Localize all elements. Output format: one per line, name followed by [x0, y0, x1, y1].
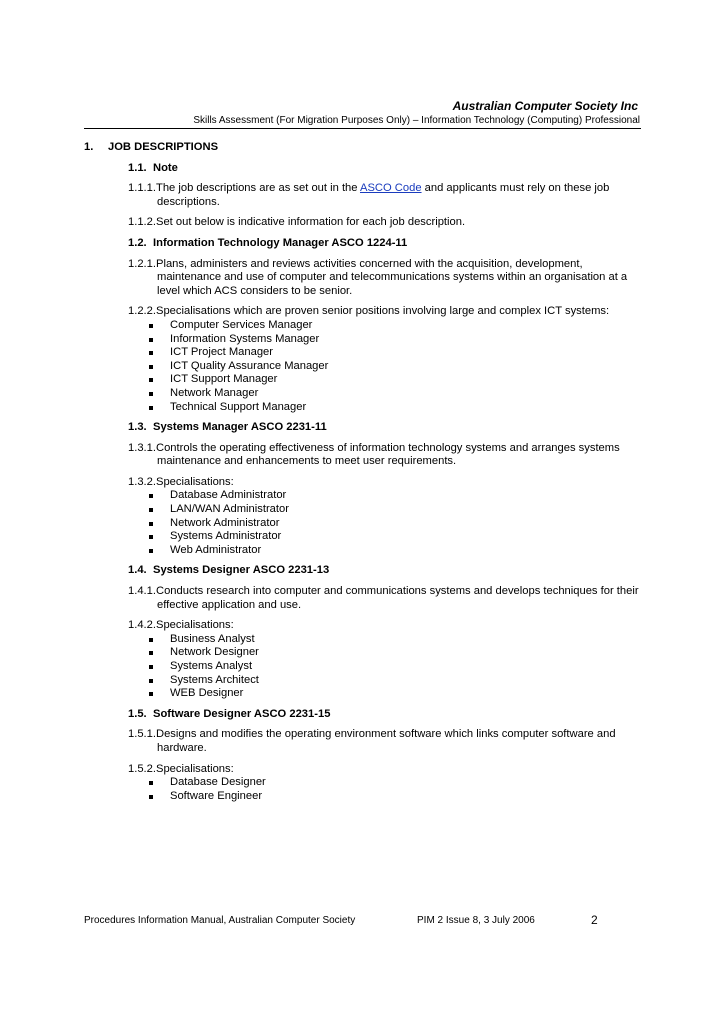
subsection-number: 1.2. — [128, 236, 147, 249]
bullet-icon — [149, 351, 153, 355]
section-heading — [84, 141, 644, 155]
list-item — [84, 646, 644, 660]
paragraph-text: Specialisations: — [156, 475, 234, 488]
bullet-icon — [149, 378, 153, 382]
bullet-icon — [149, 679, 153, 683]
paragraph-number: 1.1.1. — [128, 182, 156, 195]
list-item-label: Database Administrator — [170, 489, 287, 502]
list-item-label: Network Administrator — [170, 516, 280, 529]
list-item — [84, 687, 644, 701]
paragraph-text: Plans, administers and reviews activities concerned with the acquisition, development, maintenance and use of computer and telecommunications systems within an organisation at a level which ACS considers to be senior. — [156, 257, 628, 297]
list-item-label: Information Systems Manager — [170, 332, 320, 345]
list-item — [84, 373, 644, 387]
paragraph-1-2-1 — [128, 258, 644, 299]
bullet-icon — [149, 338, 153, 342]
list-item — [84, 489, 644, 503]
paragraph-1-1-2 — [128, 216, 644, 230]
list-item — [84, 387, 644, 401]
bullet-icon — [149, 651, 153, 655]
specialisation-list-systems-manager — [84, 489, 644, 557]
paragraph-1-1-1 — [128, 182, 644, 209]
list-item-label: Business Analyst — [170, 632, 255, 645]
paragraph-1-5-2 — [128, 763, 644, 777]
paragraph-number: 1.2.2. — [128, 305, 156, 318]
list-item — [84, 346, 644, 360]
list-item — [84, 660, 644, 674]
specialisation-list-systems-designer — [84, 633, 644, 701]
header-subtitle: Skills Assessment (For Migration Purposes Only) – Information Technology (Computing) Professional — [193, 115, 640, 126]
subsection-title: Systems Designer ASCO 2231-13 — [153, 564, 330, 577]
list-item — [84, 633, 644, 647]
list-item — [84, 517, 644, 531]
paragraph-1-5-1 — [128, 728, 644, 755]
list-item-label: Web Administrator — [170, 543, 262, 556]
subsection-title: Systems Manager ASCO 2231-11 — [153, 421, 327, 434]
specialisation-list-software-designer — [84, 776, 644, 803]
bullet-icon — [149, 781, 153, 785]
subsection-title: Software Designer ASCO 2231-15 — [153, 707, 331, 720]
paragraph-text: Specialisations: — [156, 619, 234, 632]
list-item-label: Systems Administrator — [170, 530, 282, 543]
list-item-label: ICT Quality Assurance Manager — [170, 359, 329, 372]
bullet-icon — [149, 365, 153, 369]
list-item-label: Systems Architect — [170, 673, 259, 686]
bullet-icon — [149, 665, 153, 669]
list-item — [84, 319, 644, 333]
bullet-icon — [149, 638, 153, 642]
list-item — [84, 530, 644, 544]
list-item — [84, 790, 644, 804]
list-item — [84, 333, 644, 347]
paragraph-text: Designs and modifies the operating environment software which links computer software and hardware. — [156, 728, 616, 754]
bullet-icon — [149, 795, 153, 799]
paragraph-text: Set out below is indicative information for each job description. — [156, 216, 466, 229]
list-item — [84, 401, 644, 415]
subsection-heading-systems-manager — [128, 421, 644, 435]
bullet-icon — [149, 392, 153, 396]
section-number: 1. — [84, 141, 94, 153]
paragraph-text: Specialisations: — [156, 762, 234, 775]
subsection-number: 1.4. — [128, 564, 147, 577]
list-item-label: Computer Services Manager — [170, 318, 313, 331]
paragraph-number: 1.3.2. — [128, 475, 156, 488]
list-item-label: ICT Support Manager — [170, 373, 278, 386]
paragraph-number: 1.2.1. — [128, 257, 156, 270]
paragraph-number: 1.1.2. — [128, 216, 156, 229]
list-item-label: LAN/WAN Administrator — [170, 503, 289, 516]
header-rule — [84, 128, 641, 129]
list-item-label: Systems Analyst — [170, 660, 253, 672]
paragraph-number: 1.5.1. — [128, 728, 156, 741]
subsection-heading-it-manager — [128, 237, 644, 251]
bullet-icon — [149, 406, 153, 410]
section-title: JOB DESCRIPTIONS — [108, 141, 219, 153]
header-organization: Australian Computer Society Inc — [452, 99, 638, 113]
paragraph-1-2-2 — [128, 305, 644, 319]
footer-issue: PIM 2 Issue 8, 3 July 2006 — [417, 915, 535, 926]
subsection-heading-note — [128, 162, 644, 176]
paragraph-1-4-1 — [128, 585, 644, 612]
bullet-icon — [149, 494, 153, 498]
document-body — [84, 141, 644, 810]
subsection-number: 1.3. — [128, 421, 147, 434]
subsection-heading-software-designer — [128, 708, 644, 722]
list-item-label: Network Designer — [170, 646, 259, 659]
paragraph-number: 1.5.2. — [128, 762, 156, 775]
paragraph-1-3-1 — [128, 442, 644, 469]
list-item — [84, 776, 644, 790]
subsection-number: 1.1. — [128, 161, 147, 174]
list-item — [84, 544, 644, 558]
paragraph-1-4-2 — [128, 619, 644, 633]
bullet-icon — [149, 549, 153, 553]
list-item — [84, 360, 644, 374]
paragraph-number: 1.4.1. — [128, 585, 156, 598]
subsection-heading-systems-designer — [128, 564, 644, 578]
subsection-title: Note — [153, 161, 178, 174]
paragraph-text: and applicants must rely on these job descriptions. — [157, 182, 610, 208]
list-item-label: Database Designer — [170, 776, 266, 789]
list-item-label: ICT Project Manager — [170, 346, 274, 359]
paragraph-number: 1.4.2. — [128, 619, 156, 632]
paragraph-text: Controls the operating effectiveness of information technology systems and arranges systems maintenance and enhancements to meet user requirements. — [156, 441, 620, 468]
paragraph-number: 1.3.1. — [128, 441, 156, 454]
paragraph-text: The job descriptions are as set out in the — [156, 182, 360, 195]
paragraph-1-3-2 — [128, 476, 644, 490]
list-item — [84, 674, 644, 688]
subsection-number: 1.5. — [128, 707, 147, 720]
specialisation-list-it-manager — [84, 319, 644, 414]
list-item-label: Software Engineer — [170, 789, 263, 802]
asco-code-link[interactable]: ASCO Code — [359, 182, 422, 195]
footer-manual-title: Procedures Information Manual, Australian Computer Society — [84, 915, 356, 926]
paragraph-text: Specialisations which are proven senior positions involving large and complex ICT systems: — [156, 305, 610, 318]
list-item — [84, 503, 644, 517]
bullet-icon — [149, 692, 153, 696]
paragraph-text: Conducts research into computer and communications systems and develops techniques for their effective application and use. — [156, 585, 639, 611]
bullet-icon — [149, 324, 153, 328]
bullet-icon — [149, 535, 153, 539]
list-item-label: WEB Designer — [170, 687, 244, 700]
page-number: 2 — [591, 913, 598, 927]
bullet-icon — [149, 522, 153, 526]
list-item-label: Network Manager — [170, 386, 259, 399]
bullet-icon — [149, 508, 153, 512]
list-item-label: Technical Support Manager — [170, 400, 307, 413]
subsection-title: Information Technology Manager ASCO 1224-11 — [153, 236, 408, 249]
